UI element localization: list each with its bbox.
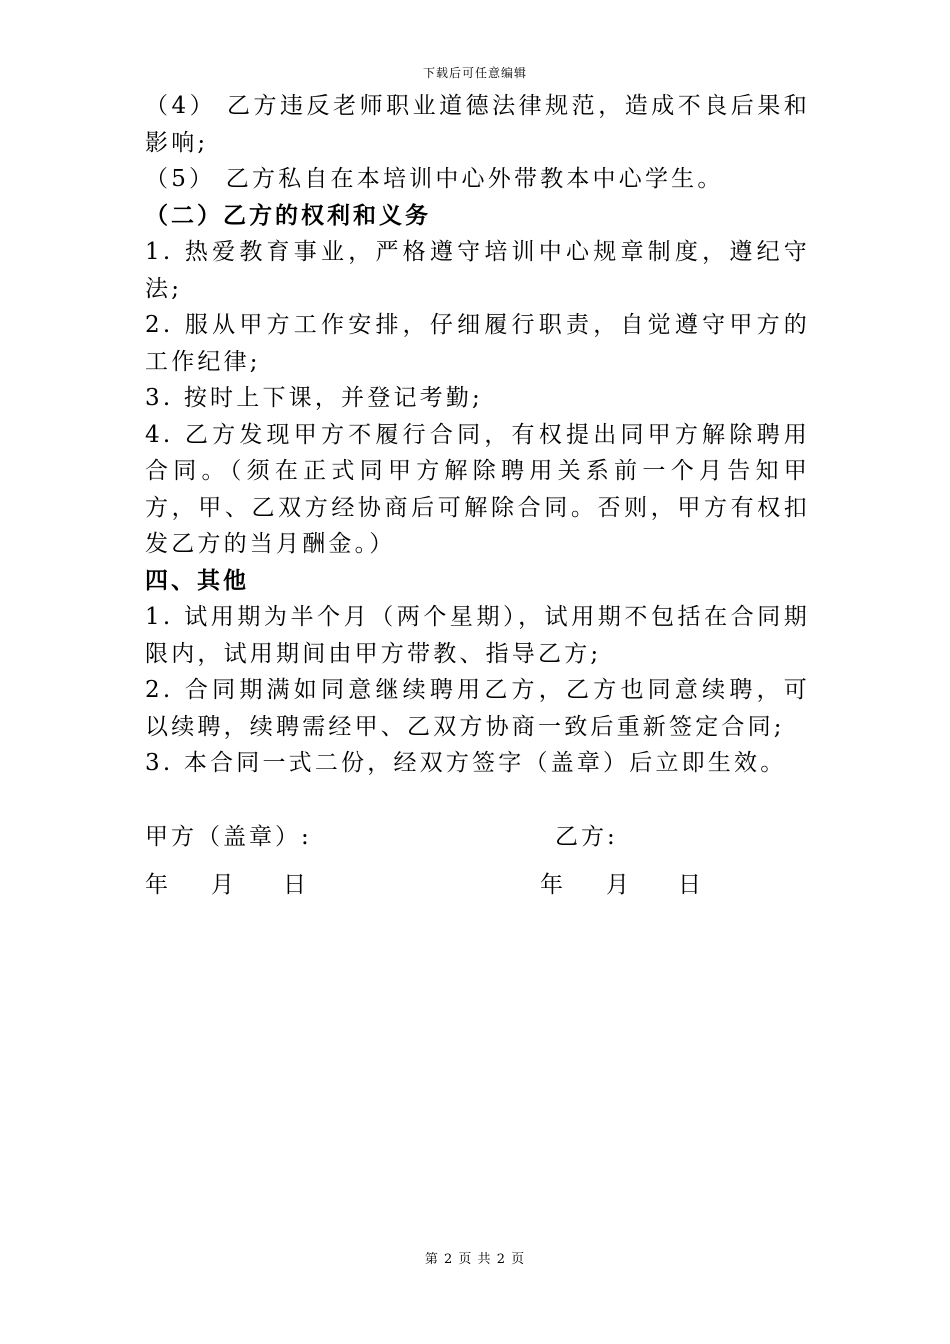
other-1: 1. 试用期为半个月（两个星期），试用期不包括在合同期限内，试用期间由甲方带教、指导乙方; [145, 604, 810, 667]
duty-2: 2. 服从甲方工作安排，仔细履行职责，自觉遵守甲方的工作纪律; [145, 312, 810, 375]
duty-4: 4. 乙方发现甲方不履行合同，有权提出同甲方解除聘用合同。（须在正式同甲方解除聘用关系前一个月告知甲方，甲、乙双方经协商后可解除合同。否则，甲方有权扣发乙方的当月酬金。） [145, 421, 810, 557]
party-b-signature-label: 乙方: [555, 824, 618, 850]
year-label: 年 [145, 872, 171, 898]
clause-5: （5） 乙方私自在本培训中心外带教本中心学生。 [145, 166, 724, 192]
day-label: 日 [678, 872, 704, 898]
other-2: 2. 合同期满如同意继续聘用乙方，乙方也同意续聘，可以续聘，续聘需经甲、乙双方协商一致后重新签定合同; [145, 677, 810, 740]
party-b-date [540, 866, 704, 899]
year-label: 年 [540, 872, 566, 898]
clause-4: （4） 乙方违反老师职业道德法律规范，造成不良后果和影响; [145, 93, 810, 156]
date-row [145, 866, 810, 896]
section-heading-other: 四、其他 [145, 566, 249, 594]
signature-block [145, 818, 810, 848]
month-label: 月 [606, 872, 632, 898]
day-label: 日 [283, 872, 309, 898]
other-3: 3. 本合同一式二份，经双方签字（盖章）后立即生效。 [145, 750, 787, 776]
document-body [145, 88, 810, 782]
page-number: 第 2 页 共 2 页 [424, 1252, 526, 1267]
party-a-signature-label: 甲方（盖章）: [145, 824, 312, 850]
header-note: 下载后可任意编辑 [422, 66, 527, 80]
duty-1: 1. 热爱教育事业，严格遵守培训中心规章制度，遵纪守法; [145, 239, 810, 302]
month-label: 月 [211, 872, 237, 898]
party-a-date [145, 866, 309, 899]
duty-3: 3. 按时上下课，并登记考勤; [145, 385, 484, 411]
section-heading-party-b-rights: （二）乙方的权利和义务 [145, 201, 431, 229]
